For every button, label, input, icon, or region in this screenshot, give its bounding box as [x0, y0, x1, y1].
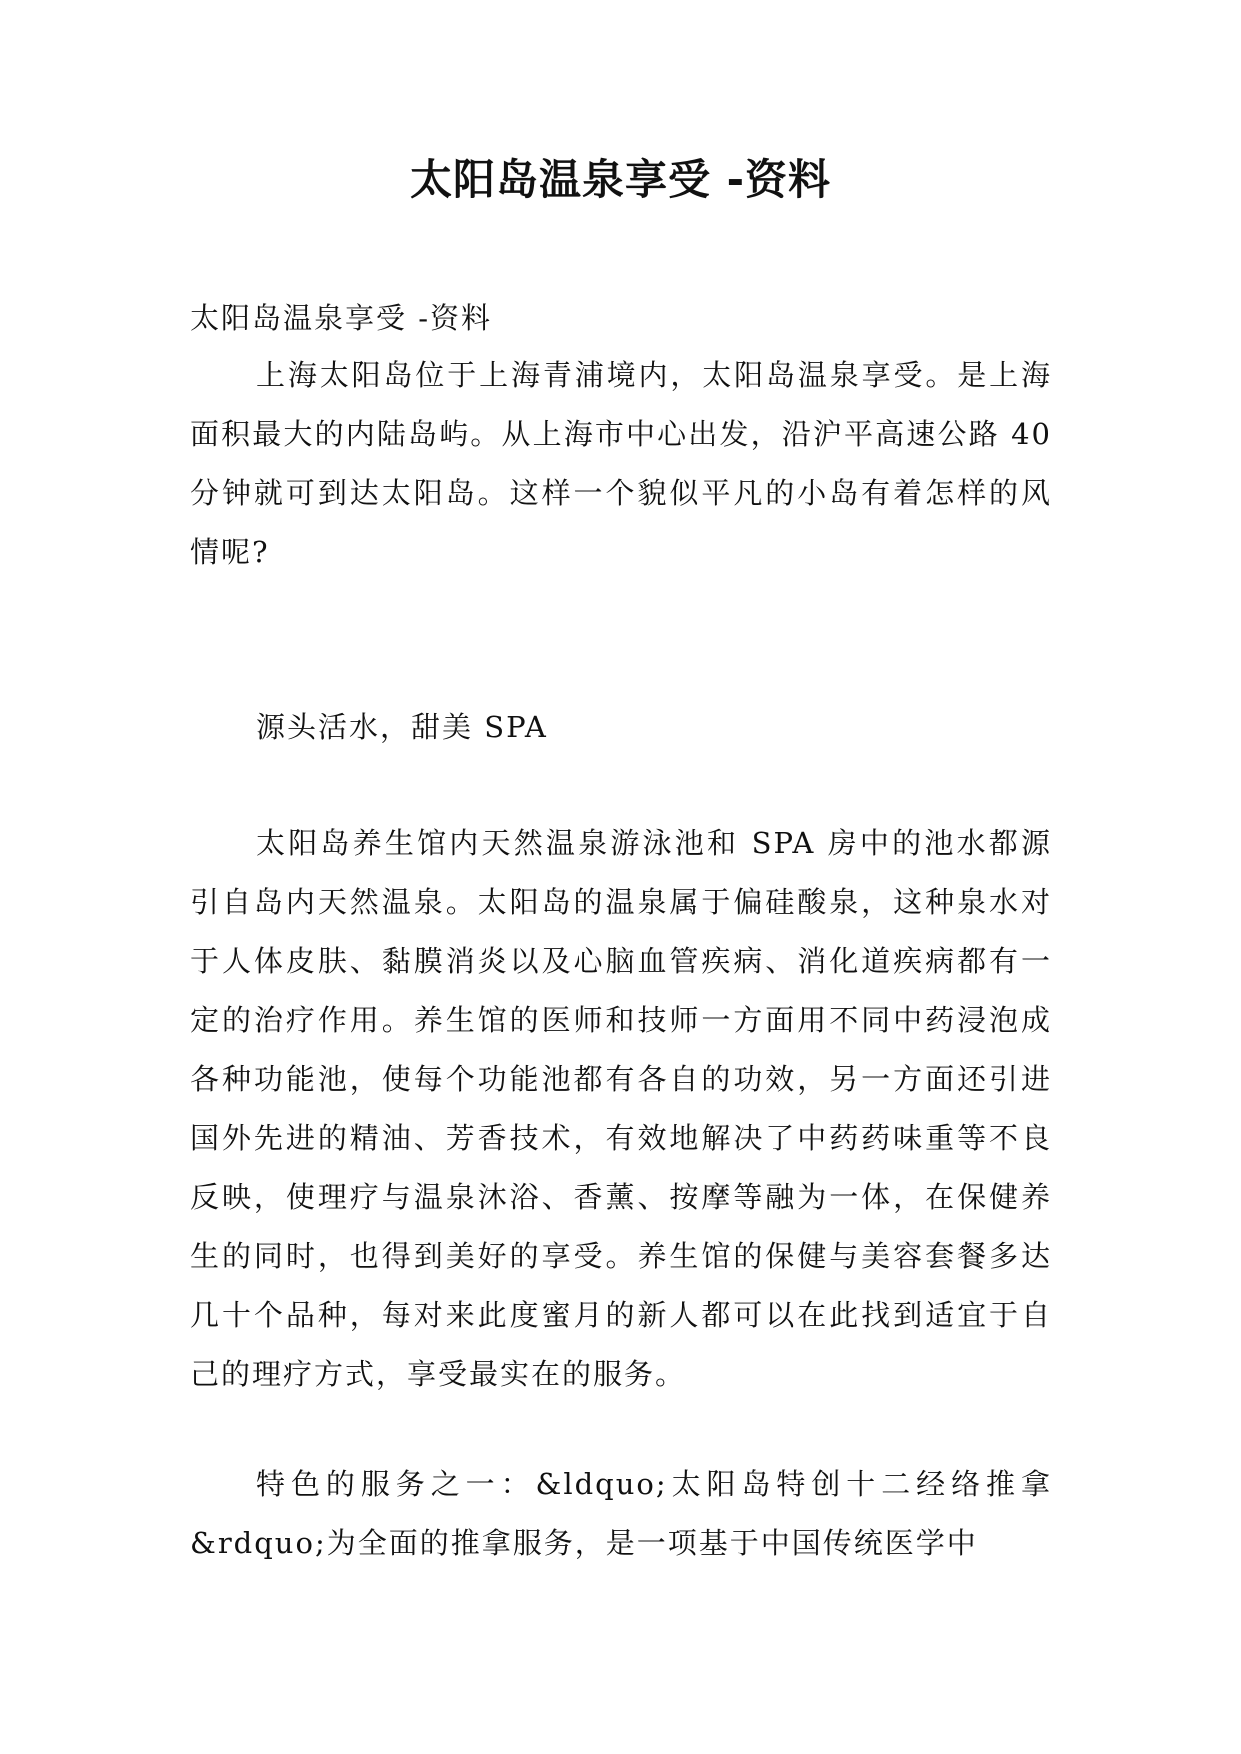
document-title: 太阳岛温泉享受 -资料 — [409, 155, 832, 204]
intro-paragraph: 上海太阳岛位于上海青浦境内，太阳岛温泉享受。是上海面积最大的内陆岛屿。从上海市中心出发，沿沪平高速公路 40 分钟就可到达太阳岛。这样一个貌似平凡的小岛有着怎样的风情呢? — [190, 358, 1052, 569]
spa-paragraph: 太阳岛养生馆内天然温泉游泳池和 SPA 房中的池水都源引自岛内天然温泉。太阳岛的温泉属于偏硅酸泉，这种泉水对于人体皮肤、黏膜消炎以及心脑血管疾病、消化道疾病都有一定的治疗作用。养生馆的医师和技师一方面用不同中药浸泡成各种功能池，使每个功能池都有各自的功效，另一方面还引进国外先进的精油、芳香技术，有效地解决了中药药味重等不良反映，使理疗与温泉沐浴、香薰、按摩等融为一体，在保健养生的同时，也得到美好的享受。养生馆的保健与美容套餐多达几十个品种，每对来此度蜜月的新人都可以在此找到适宜于自己的理疗方式，享受最实在的服务。 — [190, 826, 1052, 1391]
section-heading: 源头活水，甜美 SPA — [256, 710, 548, 744]
document-subtitle: 太阳岛温泉享受 -资料 — [190, 301, 493, 335]
service-paragraph: 特色的服务之一：&ldquo;太阳岛特创十二经络推拿&rdquo;为全面的推拿服务，是一项基于中国传统医学中 — [190, 1467, 1052, 1560]
